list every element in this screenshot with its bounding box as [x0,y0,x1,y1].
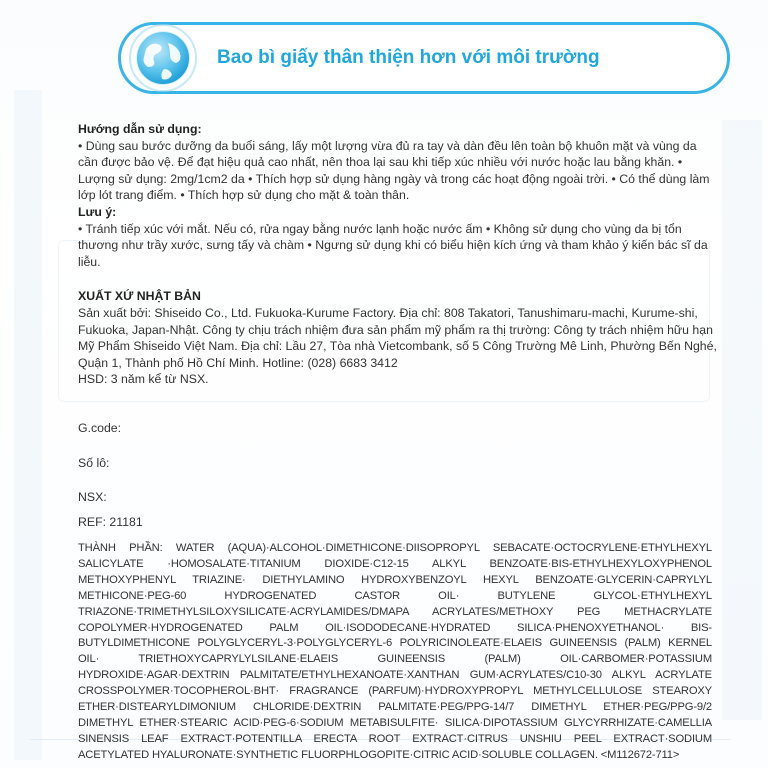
globe-icon [128,23,198,93]
origin-heading: XUẤT XỨ NHẬT BẢN [78,289,201,304]
banner-title: Bao bì giấy thân thiện hơn với môi trường [217,47,600,68]
caution-text: • Tránh tiếp xúc với mắt. Nếu có, rửa ngay bằng nước lạnh hoặc nước ấm • Không sử dụng cho vùng da bị tổn thương như trầy xước, sưng tấy và chàm • Ngưng sử dụng khi có biểu hiện kích ứng và tham khảo ý kiến bác sĩ da liễu. [78,221,708,269]
background-panel-right [722,120,762,720]
ref-field: REF: 21181 [78,515,143,529]
usage-content [78,121,718,388]
usage-text: • Dùng sau bước dưỡng da buổi sáng, lấy một lượng vừa đủ ra tay và dàn đều lên toàn bộ khuôn mặt và vùng da cần được bảo vệ. Để đạt hiệu quả cao nhất, nên thoa lại sau khi tiếp xúc nhiều với nước hoặc lau bằng khăn. • Lượng sử dụng: 2mg/1cm2 da • Thích hợp sử dụng hàng ngày và trong các hoạt động ngoài trời. • Có thể dùng làm lớp lót trang điểm. • Thích hợp sử dụng cho mặt & toàn thân. [78,138,710,203]
usage-heading: Hướng dẫn sử dụng: [78,122,202,136]
manufacture-date-field: NSX: [78,490,107,504]
ingredients-list: THÀNH PHẦN: WATER (AQUA)·ALCOHOL·DIMETHICONE·DIISOPROPYL SEBACATE·OCTOCRYLENE·ETHYLHEXYL SALICYLATE ·HOMOSALATE·TITANIUM DIOXIDE·C12-15 ALKYL BENZOATE·BIS-ETHYLHEXYLOXYPHENOL METHOXYPHENYL TRIAZINE· DIETHYLAMINO HYDROXYBENZOYL HEXYL BENZOATE·GLYCERIN·CAPRYLYL METHICONE·PEG-60 HYDROGENATED CASTOR OIL· BUTYLENE GLYCOL·ETHYLHEXYL TRIAZONE·TRIMETHYLSILOXYSILICATE·ACRYLAMIDES/DMAPA ACRYLATES/METHOXY PEG METHACRYLATE COPOLYMER·HYDROGENATED PALM OIL·ISODODECANE·HYDRATED SILICA·PHENOXYETHANOL· BIS-BUTYLDIMETHICONE POLYGLYCERYL-3·POLYGLYCERYL-6 POLYRICINOLEATE·ELAEIS GUINEENSIS (PALM) KERNEL OIL· TRIETHOXYCAPRYLYLSILANE·ELAEIS GUINEENSIS (PALM) OIL·CARBOMER·POTASSIUM HYDROXIDE·AGAR·DEXTRIN PALMITATE/ETHYLHEXANOATE·XANTHAN GUM·ACRYLATES/C10-30 ALKYL ACRYLATE CROSSPOLYMER·TOCOPHEROL·BHT· FRAGRANCE (PARFUM)·HYDROXYPROPYL METHYLCELLULOSE STEAROXY ETHER·DISTEARYLDIMONIUM CHLORIDE·DEXTRIN PALMITATE·PEG/PPG-14/7 DIMETHYL ETHER·PEG/PPG-9/2 DIMETHYL ETHER·STEARIC ACID·PEG-6·SODIUM METABISULFITE· SILICA·DIPOTASSIUM GLYCYRRHIZATE·CAMELLIA SINENSIS LEAF EXTRACT·POTENTILLA ERECTA ROOT EXTRACT·CITRUS UNSHIU PEEL EXTRACT·SODIUM ACETYLATED HYALURONATE·SYNTHETIC FLUORPHLOGOPITE·CITRIC ACID·SOLUBLE COLLAGEN. <M112672-711> [78,542,712,761]
caution-heading: Lưu ý: [78,204,117,219]
expiry-text: HSD: 3 năm kể từ NSX. [78,372,209,387]
section-gap [78,270,718,288]
origin-text: Sản xuất bởi: Shiseido Co., Ltd. Fukuoka-Kurume Factory. Địa chỉ: 808 Takatori, Tanushimaru-machi, Kurume-shi, Fukuoka, Japan-Nhật. Công ty chịu trách nhiệm đưa sản phẩm mỹ phẩm ra thị trường: Công ty trách nhiệm hữu hạn Mỹ Phẩm Shiseido Việt Nam. Địa chỉ: Lầu 27, Tòa nhà Vietcombank, số 5 Công Trường Mê Linh, Phường Bến Nghé, Quận 1, Thành phố Hồ Chí Minh. Hotline: (028) 6683 3412 [78,305,717,370]
gcode-field: G.code: [78,421,122,435]
eco-banner [118,22,730,94]
lot-number-field: Số lô: [78,456,110,470]
background-panel-left [14,90,42,760]
